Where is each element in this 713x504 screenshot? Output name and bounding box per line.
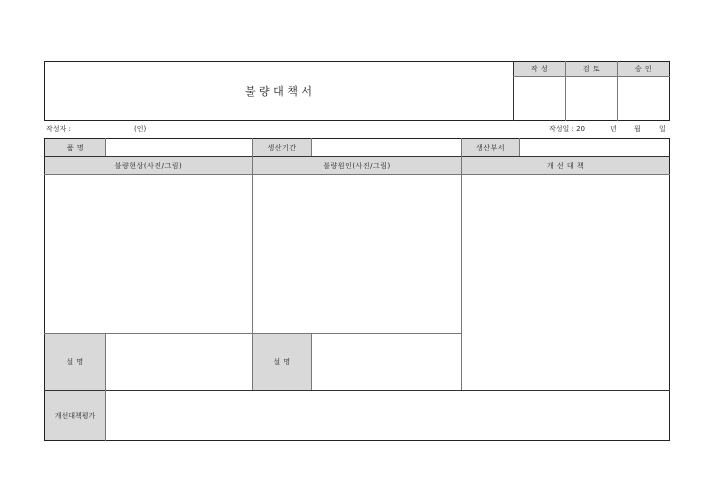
improvement-evaluation-field[interactable] [106,391,669,440]
approval-sign-approve[interactable] [618,77,669,120]
production-period-field[interactable] [311,139,461,156]
approval-header-author: 작 성 [514,62,565,76]
defect-cause-image-area[interactable] [253,175,461,333]
defect-cause-header: 불량원인(사진/그림) [253,157,461,174]
approval-sign-review[interactable] [566,77,617,120]
production-period-label: 생산기간 [253,139,311,156]
seal-label: (인) [134,125,147,133]
author-label: 작성자 : [46,125,71,133]
product-field[interactable] [106,139,252,156]
improvement-measure-area[interactable] [462,175,669,390]
improvement-evaluation-label: 개선대책평가 [45,391,105,440]
improvement-measure-header: 개 선 대 책 [462,157,669,174]
cause-desc-field[interactable] [312,334,461,390]
cause-desc-label: 설 명 [253,334,311,390]
phenomenon-desc-label: 설 명 [45,334,105,390]
document-title: 불 량 대 책 서 [244,85,313,98]
defect-phenomenon-header: 불량현상(사진/그림) [45,157,252,174]
approval-header-approve: 승 인 [618,62,669,76]
product-label: 품 명 [45,139,106,156]
date-label: 작성일 : 20 [549,125,586,133]
date-month: 월 [634,125,641,133]
approval-sign-author[interactable] [514,77,565,120]
production-dept-label: 생산부서 [462,139,519,156]
defect-phenomenon-image-area[interactable] [45,175,252,333]
production-dept-field[interactable] [519,139,669,156]
date-day: 일 [659,125,666,133]
approval-header-review: 검 토 [566,62,617,76]
phenomenon-desc-field[interactable] [106,334,252,390]
date-year: 년 [610,125,617,133]
